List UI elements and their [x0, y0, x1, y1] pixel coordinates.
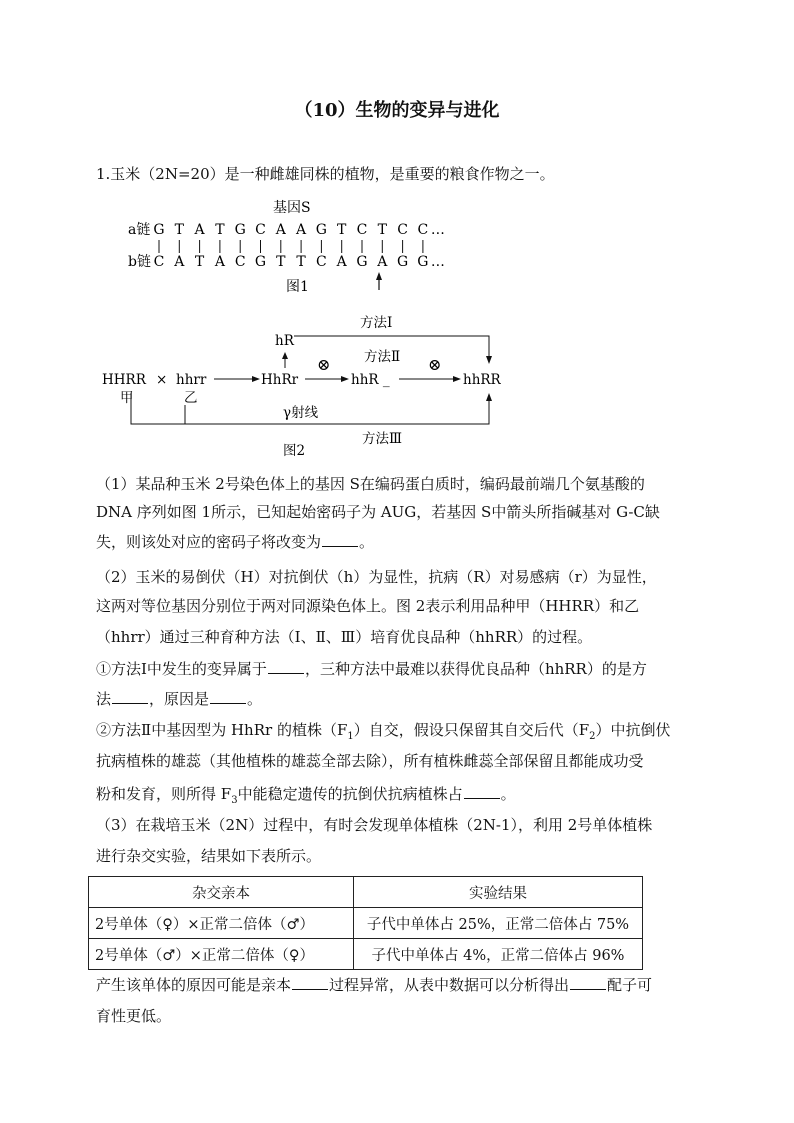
subscript-2: 2 — [589, 731, 596, 742]
chain-a-base: C — [397, 222, 408, 238]
figure-2 — [102, 314, 502, 459]
selfing-symbol-2: ⊗ — [428, 355, 442, 374]
q1-2-line2: 这两对等位基因分别位于两对同源染色体上。图 2表示利用品种甲（HHRR）和乙 — [96, 597, 640, 615]
q1-3-end-line1 — [96, 975, 652, 995]
subscript-3: 3 — [231, 795, 238, 806]
q1-2b-line3 — [96, 784, 516, 811]
page-title: （10）生物的变异与进化 — [294, 100, 500, 121]
parent-jia-genotype: HHRR — [102, 372, 146, 388]
chain-b-base: A — [377, 254, 388, 270]
gene-s-label: 基因S — [273, 200, 311, 216]
chain-a-base: T — [337, 222, 347, 238]
q1-2a-line1 — [96, 659, 647, 679]
chain-a-base: G — [315, 222, 327, 238]
chain-b-base: A — [214, 254, 225, 270]
chain-b-base: T — [276, 254, 286, 270]
q1-1-line3 — [96, 532, 374, 552]
q1-1-end: 。 — [359, 533, 375, 551]
q1-2a-text: ①方法Ⅰ中发生的变异属于 — [96, 660, 267, 678]
method-1-label: 方法Ⅰ — [360, 315, 393, 331]
chain-a-base: C — [255, 222, 266, 238]
chain-a-base: A — [296, 222, 307, 238]
q1-2b-text4: 粉和发育，则所得 F — [96, 785, 232, 803]
chain-a-ellipsis: … — [430, 222, 445, 238]
figure-2-caption: 图2 — [283, 443, 306, 459]
chain-a-base: G — [153, 222, 165, 238]
chain-b-base: A — [336, 254, 347, 270]
chain-a-sequence — [153, 222, 428, 238]
mutation-arrow — [376, 272, 382, 290]
chain-b-ellipsis: … — [430, 254, 445, 270]
target-genotype: hhRR — [463, 372, 501, 388]
parent-yi-name: 乙 — [184, 390, 198, 406]
answer-blank-parent[interactable] — [292, 975, 328, 990]
table-header-results: 实验结果 — [354, 877, 643, 908]
gamma-ray-label: γ射线 — [283, 405, 319, 421]
chain-b-base: G — [417, 254, 429, 270]
q1-3-end-line2: 育性更低。 — [96, 1007, 172, 1025]
chain-b-base: G — [356, 254, 368, 270]
q1-2-line3: （hhrr）通过三种育种方法（Ⅰ、Ⅱ、Ⅲ）培育优良品种（hhRR）的过程。 — [96, 628, 593, 646]
chain-a-base: T — [174, 222, 184, 238]
base-pair-bonds — [159, 240, 423, 253]
chain-a-base: T — [215, 222, 225, 238]
answer-blank-codon[interactable] — [322, 532, 358, 547]
question-1-intro: 1.玉米（2N=20）是一种雌雄同株的植物，是重要的粮食作物之一。 — [96, 165, 555, 183]
q1-2b-text2: ）自交，假设只保留其自交后代（F — [353, 721, 590, 739]
table-cell-result: 子代中单体占 4%，正常二倍体占 96% — [354, 939, 643, 970]
chain-a-base: C — [417, 222, 429, 238]
q1-1-text: 失，则该处对应的密码子将改变为 — [96, 533, 322, 551]
q1-2b-text5: 中能稳定遗传的抗倒伏抗病植株占 — [237, 785, 463, 803]
figure-1 — [128, 199, 445, 295]
answer-blank-method[interactable] — [112, 689, 148, 704]
table-cell-parents: 2号单体（♂）×正常二倍体（♀） — [89, 939, 354, 970]
method-2-label: 方法Ⅱ — [364, 349, 401, 365]
chain-b-label: b链 — [128, 254, 151, 270]
answer-blank-variation-type[interactable] — [268, 659, 304, 674]
q1-2b-text: ②方法Ⅱ中基因型为 HhRr 的植株（F — [96, 721, 348, 739]
table-cell-parents: 2号单体（♀）×正常二倍体（♂） — [89, 908, 354, 939]
f1-genotype: HhRr — [261, 372, 299, 388]
chain-a-base: C — [356, 222, 368, 238]
method-3-label: 方法Ⅲ — [362, 431, 403, 447]
f2-genotype: hhR _ — [351, 372, 390, 388]
chain-b-base: C — [234, 254, 246, 270]
table-cell-result: 子代中单体占 25%，正常二倍体占 75% — [354, 908, 643, 939]
chain-a-base: A — [275, 222, 286, 238]
chain-a-base: A — [194, 222, 205, 238]
q1-2b-text3: ）中抗倒伏 — [595, 721, 671, 739]
answer-blank-gamete[interactable] — [570, 975, 606, 990]
answer-blank-proportion[interactable] — [464, 784, 500, 799]
q1-3-end-text2: 过程异常，从表中数据可以分析得出 — [329, 976, 570, 994]
figure-1-caption: 图1 — [286, 279, 309, 295]
chain-a-base: G — [234, 222, 246, 238]
q1-1-line1: （1）某品种玉米 2号染色体上的基因 S在编码蛋白质时，编码最前端几个氨基酸的 — [96, 475, 645, 493]
table-row — [89, 908, 643, 939]
selfing-symbol-1: ⊗ — [317, 355, 331, 374]
parent-yi-genotype: hhrr — [176, 372, 207, 388]
chain-a-label: a链 — [128, 222, 151, 238]
q1-2b-line1 — [96, 720, 671, 747]
q1-2a-text3: 法 — [96, 690, 112, 708]
cross-symbol: × — [156, 372, 168, 388]
q1-2a-text2: ，三种方法中最难以获得优良品种（hhRR）的是方 — [304, 660, 647, 678]
q1-2a-text4: ，原因是 — [149, 690, 210, 708]
chain-b-base: T — [296, 254, 306, 270]
q1-3-end-text3: 配子可 — [607, 976, 653, 994]
answer-blank-reason[interactable] — [210, 689, 246, 704]
chain-b-base: C — [153, 254, 165, 270]
q1-2b-end: 。 — [500, 785, 516, 803]
chain-b-base: G — [397, 254, 409, 270]
q1-3-line1: （3）在栽培玉米（2N）过程中，有时会发现单体植株（2N-1），利用 2号单体植株 — [96, 816, 653, 834]
chain-a-base: T — [377, 222, 387, 238]
q1-2a-line2 — [96, 689, 262, 709]
figures — [0, 0, 794, 470]
gamete-genotype: hR — [275, 333, 294, 349]
table-header-row — [89, 877, 643, 908]
experiment-table — [88, 876, 643, 970]
q1-2a-end: 。 — [247, 690, 263, 708]
q1-2b-line2: 抗病植株的雄蕊（其他植株的雄蕊全部去除），所有植株雌蕊全部保留且都能成功受 — [96, 752, 644, 770]
chain-b-base: A — [174, 254, 185, 270]
q1-1-line2: DNA 序列如图 1所示，已知起始密码子为 AUG，若基因 S中箭头所指碱基对 G-C缺 — [96, 503, 660, 521]
table-row — [89, 939, 643, 970]
q1-2-line1: （2）玉米的易倒伏（H）对抗倒伏（h）为显性，抗病（R）对易感病（r）为显性， — [96, 568, 657, 586]
q1-3-end-text: 产生该单体的原因可能是亲本 — [96, 976, 292, 994]
q1-3-line2: 进行杂交实验，结果如下表所示。 — [96, 847, 322, 865]
chain-b-sequence — [154, 254, 429, 270]
table-header-parents: 杂交亲本 — [89, 877, 354, 908]
subscript-1: 1 — [347, 731, 354, 742]
chain-b-base: C — [316, 254, 327, 270]
parent-jia-name: 甲 — [120, 390, 134, 406]
chain-b-base: T — [194, 254, 205, 270]
chain-b-base: G — [254, 254, 267, 270]
